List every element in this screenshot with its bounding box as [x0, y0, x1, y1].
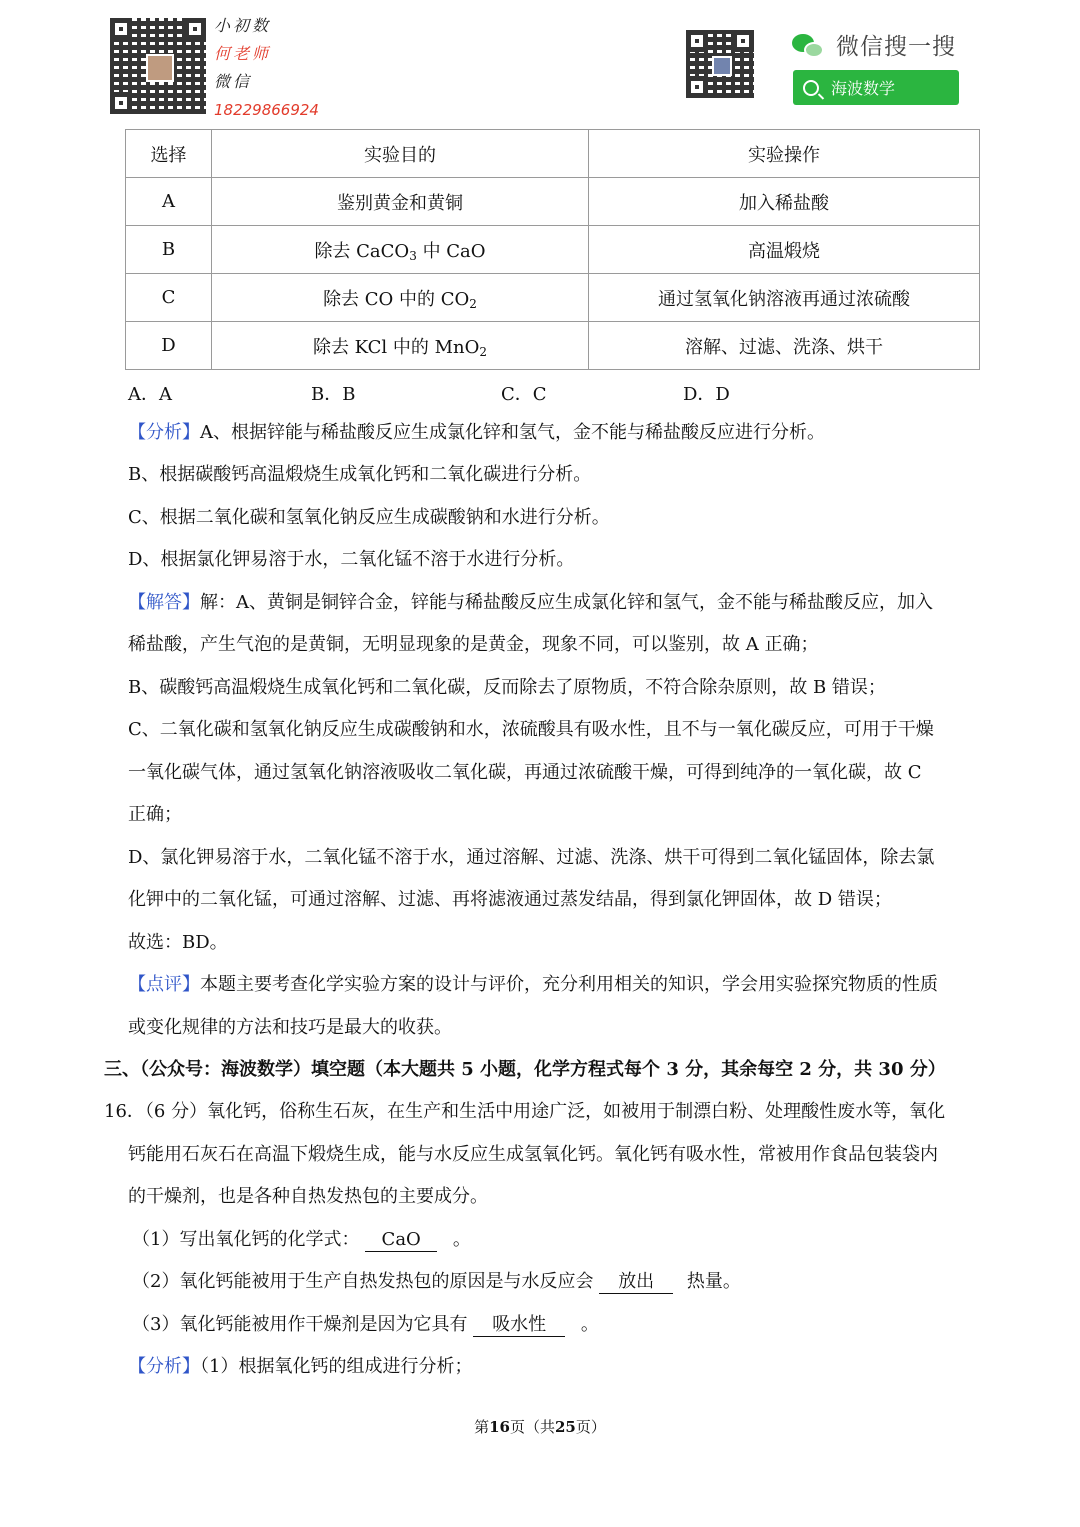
options-table: [125, 129, 980, 370]
table-header: 选择: [126, 130, 212, 178]
avatar: [146, 54, 173, 81]
contact-line-1: 小初数: [214, 16, 272, 35]
comment-tag: 【点评】: [128, 974, 200, 995]
table-cell-operation: 高温煅烧: [589, 226, 980, 274]
qr-code-icon: [686, 30, 754, 98]
page-number: 16: [489, 1418, 510, 1436]
analysis-line: B、根据碳酸钙高温煅烧生成氧化钙和二氧化碳进行分析。: [128, 464, 592, 485]
table-row: [126, 226, 980, 274]
answer-line: 正确；: [128, 804, 182, 825]
contact-line-3: 微信: [214, 72, 253, 91]
table-cell-operation: 通过氢氧化钠溶液再通过浓硫酸: [589, 274, 980, 322]
wechat-search-button[interactable]: [793, 70, 959, 105]
page-footer: 第16页（共25页）: [474, 1418, 606, 1436]
table-cell-purpose: 除去 CO 中的 $CO_2$: [212, 274, 589, 322]
contact-phone: 18229866924: [214, 101, 319, 119]
table-row: [126, 178, 980, 226]
answer-blank: 吸水性: [473, 1314, 565, 1337]
subquestion-3: （3）氧化钙能被用作干燥剂是因为它具有 吸水性 。: [132, 1314, 599, 1335]
table-header-row: [126, 130, 980, 178]
analysis-line: 【分析】A、根据锌能与稀盐酸反应生成氯化锌和氢气，金不能与稀盐酸反应进行分析。: [128, 422, 825, 443]
table-cell-choice: D: [126, 322, 212, 370]
question-line: 钙能用石灰石在高温下煅烧生成，能与水反应生成氢氧化钙。氧化钙有吸水性，常被用作食品包装袋内: [128, 1144, 938, 1165]
analysis-line: 【分析】（1）根据氧化钙的组成进行分析；: [128, 1356, 473, 1377]
answer-line: 故选：BD。: [128, 932, 228, 953]
answer-line: B、碳酸钙高温煅烧生成氧化钙和二氧化碳，反而除去了原物质，不符合除杂原则，故 B 错误；: [128, 677, 886, 698]
table-cell-operation: 溶解、过滤、洗涤、烘干: [589, 322, 980, 370]
qr-code-icon: [110, 18, 206, 114]
choice-c: C．C: [501, 384, 547, 405]
contact-info: [214, 12, 319, 124]
answer-line: 【解答】解：A、黄铜是铜锌合金，锌能与稀盐酸反应生成氯化锌和氢气，金不能与稀盐酸反应，加入: [128, 592, 933, 613]
analysis-tag: 【分析】: [128, 422, 200, 443]
table-cell-choice: B: [126, 226, 212, 274]
page-total: 25: [555, 1418, 576, 1436]
analysis-line: D、根据氯化钾易溶于水，二氧化锰不溶于水进行分析。: [128, 549, 575, 570]
table-cell-choice: A: [126, 178, 212, 226]
table-cell-purpose: 鉴别黄金和黄铜: [212, 178, 589, 226]
choice-a: A．A: [128, 384, 172, 405]
table-header: 实验操作: [589, 130, 980, 178]
table-row: [126, 274, 980, 322]
analysis-line: C、根据二氧化碳和氢氧化钠反应生成碳酸钠和水进行分析。: [128, 507, 610, 528]
wechat-button-label: 海波数学: [831, 79, 896, 98]
answer-line: 化钾中的二氧化锰，可通过溶解、过滤、再将滤液通过蒸发结晶，得到氯化钾固体，故 D 错误；: [128, 889, 892, 910]
answer-blank: 放出: [599, 1271, 673, 1294]
table-cell-operation: 加入稀盐酸: [589, 178, 980, 226]
answer-blank: CaO: [365, 1229, 437, 1252]
table-cell-purpose: 除去 KCl 中的 MnO$_2$: [212, 322, 589, 370]
answer-line: D、氯化钾易溶于水，二氧化锰不溶于水，通过溶解、过滤、洗涤、烘干可得到二氧化锰固体，除去氯: [128, 847, 935, 868]
table-cell-purpose: 除去 CaCO$_3$ 中 CaO: [212, 226, 589, 274]
contact-line-2: 何老师: [214, 44, 272, 63]
answer-line: C、二氧化碳和氢氧化钠反应生成碳酸钠和水，浓硫酸具有吸水性，且不与一氧化碳反应，可用于干燥: [128, 719, 934, 740]
choice-d: D．D: [683, 384, 730, 405]
analysis-tag: 【分析】: [128, 1356, 200, 1377]
question-line: 16．（6 分）氧化钙，俗称生石灰，在生产和生活中用途广泛，如被用于制漂白粉、处理酸性废水等，氧化: [104, 1101, 946, 1122]
wechat-search-text: 微信搜一搜: [836, 34, 956, 60]
table-header: 实验目的: [212, 130, 589, 178]
table-row: [126, 322, 980, 370]
wechat-search-label: [792, 28, 956, 61]
answer-choices: [128, 380, 828, 404]
subquestion-2: （2）氧化钙能被用于生产自热发热包的原因是与水反应会 放出 热量。: [132, 1271, 741, 1292]
subquestion-1: （1）写出氧化钙的化学式： CaO 。: [132, 1229, 471, 1250]
answer-tag: 【解答】: [128, 592, 200, 613]
table-cell-choice: C: [126, 274, 212, 322]
choice-b: B．B: [311, 384, 356, 405]
comment-line: 或变化规律的方法和技巧是最大的收获。: [128, 1017, 452, 1038]
wechat-logo-icon: [792, 32, 826, 58]
page-header: [0, 0, 1080, 120]
comment-line: 【点评】本题主要考查化学实验方案的设计与评价，充分利用相关的知识，学会用实验探究物质的性质: [128, 974, 938, 995]
answer-line: 一氧化碳气体，通过氢氧化钠溶液吸收二氧化碳，再通过浓硫酸干燥，可得到纯净的一氧化碳，故 C: [128, 762, 922, 783]
section-title: 三、（公众号：海波数学）填空题（本大题共 5 小题，化学方程式每个 3 分，其余每空 2 分，共 30 分）: [104, 1059, 946, 1080]
answer-line: 稀盐酸，产生气泡的是黄铜，无明显现象的是黄金，现象不同，可以鉴别，故 A 正确；: [128, 634, 819, 655]
question-line: 的干燥剂，也是各种自热发热包的主要成分。: [128, 1186, 488, 1207]
search-icon: [803, 80, 819, 96]
